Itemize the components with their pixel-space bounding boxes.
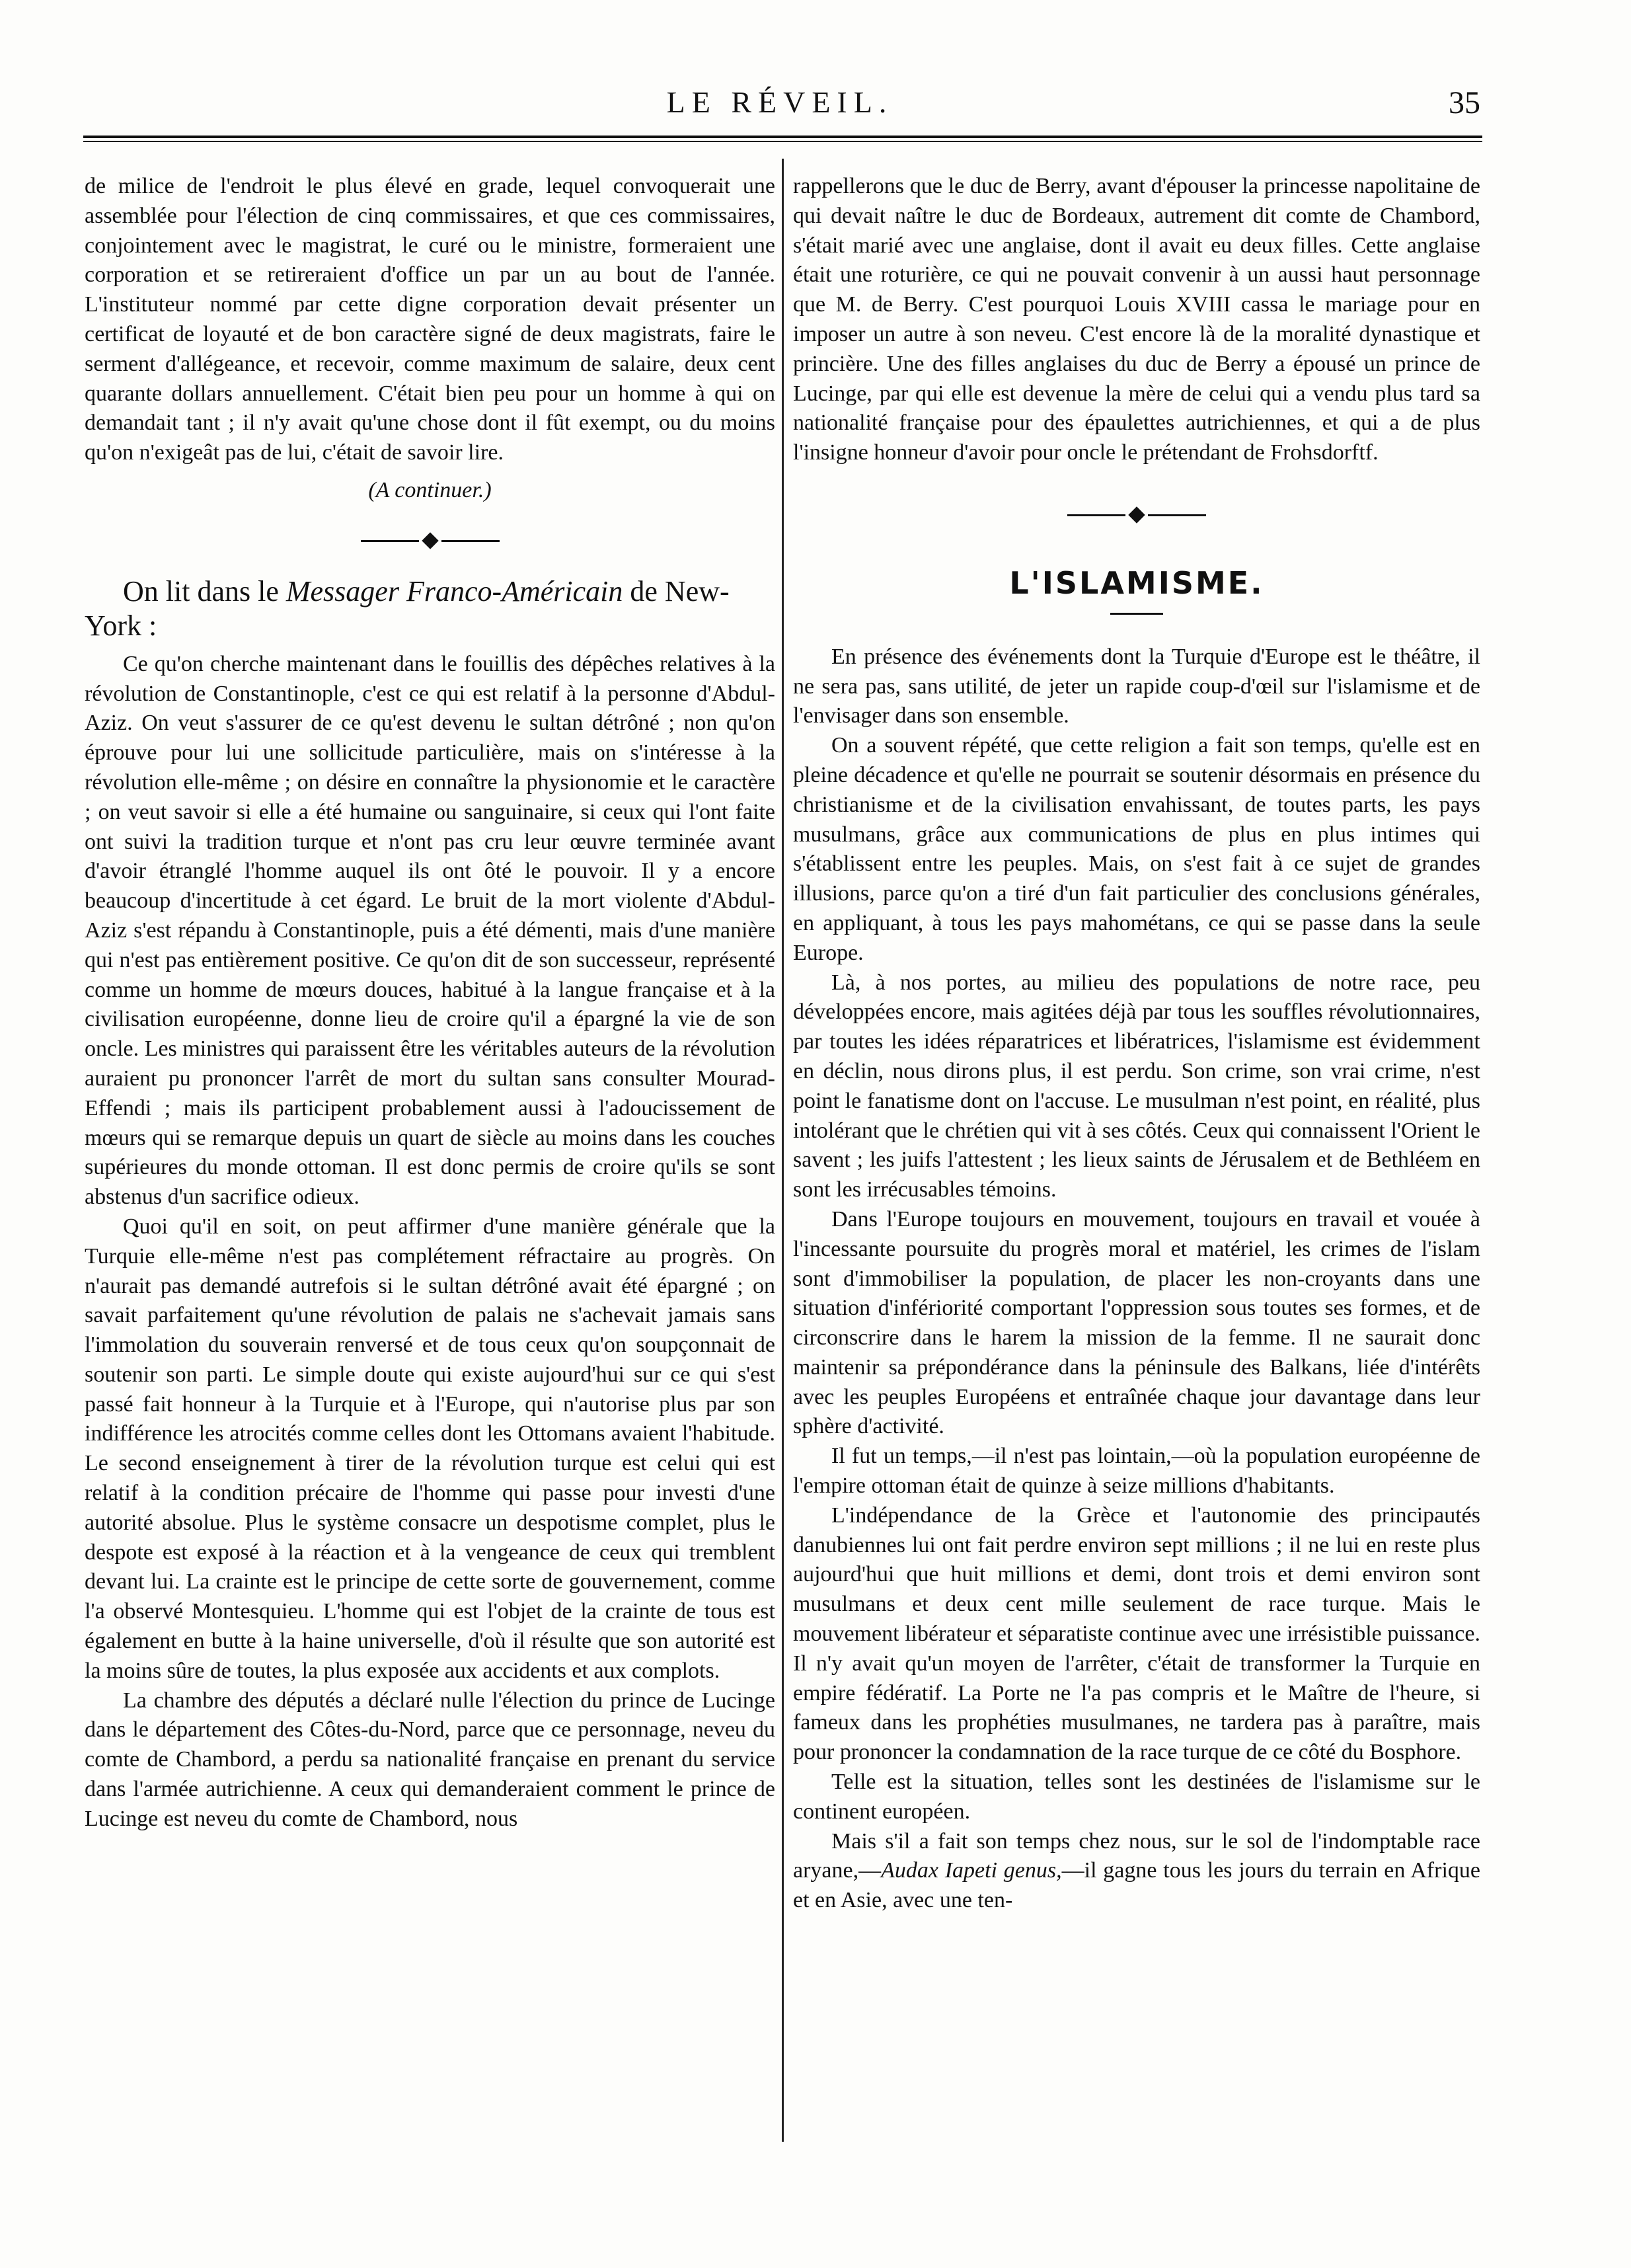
intro-suffix: de New-York : [85,574,730,642]
right-paragraph-1: rappellerons que le duc de Berry, avant d'épouser la princesse napolitaine de qui devait naître le duc de Bordeaux, autrement dit comte de Chambord, s'était marié avec une anglaise, dont il avait eu deux filles. Cette anglaise était une roturière, ce qui ne pouvait convenir à un aussi haut personnage que M. de Berry. C'est pourquoi Louis XVIII cassa le mariage pour en imposer un autre à son neveu. C'est encore là de la moralité dynastique et princière. Une des filles anglaises du duc de Berry a épousé un prince de Lucinge, par qui elle est devenue la mère de celui qui a vendu plus tard sa nationalité française pour des épaulettes autrichiennes, et qui a de plus l'insigne honneur d'avoir pour oncle le prétendant de Frohsdorftf. [793,174,1480,465]
left-paragraph-1: de milice de l'endroit le plus élevé en grade, lequel convoquerait une assemblée pour l'élection de cinq commissaires, et que ces commissaires, conjointement avec le magistrat, le curé ou le ministre, formeraient une corporation et se retireraient d'office un par un au bout de l'année. L'instituteur nommé par cette digne corporation devait présenter un certificat de loyauté et de bon caractère signé de deux magistrats, faire le serment d'allégeance, et recevoir, comme maximum de salaire, deux cent quarante dollars annuellement. C'était bien peu pour un homme à qui on demandait tant ; il n'y avait qu'une chose dont il fût exempt, ou du moins qu'on n'exigeât pas de lui, c'était de savoir lire. [85,174,775,465]
section-title: L'ISLAMISME. [1009,565,1264,601]
title-rule [1110,613,1163,615]
right-paragraph-4: Là, à nos portes, au milieu des populations de notre race, peu développées encore, mais agitées déjà par tous les souffles révolutionnaires, par toutes les idées réparatrices et libératrices, l'islamisme est évidemment en déclin, nous dirons plus, il est perdu. Son crime, son vrai crime, n'est point le fanatisme dont on l'accuse. Le musulman n'est point, en réalité, plus intolérant que le chrétien qui vit à ses côtés. Ceux qui connaissent l'Orient le savent ; les juifs l'attestent ; les lieux saints de Jérusalem et de Bethléem en sont les irrécusables témoins. [793,970,1480,1202]
section-ornament-right [1067,508,1206,522]
left-paragraph-4: La chambre des députés a déclaré nulle l'élection du prince de Lucinge dans le département des Côtes-du-Nord, parce que ce personnage, neveu du comte de Chambord, a perdu sa nationalité française en prenant du service dans l'armée autrichienne. A ceux qui demanderaient comment le prince de Lucinge est neveu du comte de Chambord, nous [85,1688,775,1831]
p9-latin: Audax Iapeti genus, [881,1858,1062,1883]
right-paragraph-7: L'indépendance de la Grèce et l'autonomie des principautés danubiennes lui ont fait perdre environ sept millions ; il ne lui en reste plus aujourd'hui que huit millions et demi, dont trois et demi environ sont musulmans et deux cent mille seulement de race turque. Mais le mouvement libérateur et séparatiste continue avec une irrésistible puissance. Il n'y avait qu'un moyen de l'arrêter, c'était de transformer la Turquie en empire fédératif. La Porte ne l'a pas compris et le Maître de l'heure, si fameux dans les prophéties musulmanes, ne tardera pas à paraître, mais pour prononcer la condamnation de la race turque de ce côté du Bosphore. [793,1503,1480,1765]
right-column [793,172,1480,1916]
right-paragraph-3: On a souvent répété, que cette religion a fait son temps, qu'elle est en pleine décadence et qu'elle ne pourrait se soutenir désormais en présence du christianisme et de la civilisation envahissant, de toutes parts, les pays musulmans, grâce aux communications de plus en plus intimes qui s'établissent entre les peuples. Mais, on s'est fait à ce sujet de grandes illusions, parce qu'on a tiré d'un fait particulier des conclusions générales, en appliquant, à tous les pays mahométans, ce qui se passe dans la seule Europe. [793,733,1480,965]
running-title: LE RÉVEIL. [666,85,893,119]
left-paragraph-3: Quoi qu'il en soit, on peut affirmer d'une manière générale que la Turquie elle-même n'est pas complétement réfractaire au progrès. On n'aurait pas demandé autrefois si le sultan détrôné avait été épargné ; on savait parfaitement qu'une révolution de palais ne s'achevait jamais sans l'immolation du souverain renversé et de tous ceux qu'on soupçonnait de soutenir son parti. Le simple doute qui existe aujourd'hui sur ce qui s'est passé fait honneur à la Turquie et à l'Europe, qui n'autorise plus par son indifférence les atrocités comme celles dont les Ottomans avaient l'habitude. Le second enseignement à tirer de la révolution turque est celui qui est relatif à la condition précaire de l'homme qui passe pour investi d'une autorité absolue. Plus le système consacre un despotisme complet, plus le despote est exposé à la réaction et à la vengeance de ceux qui tremblent devant lui. La crainte est le principe de cette sorte de gouvernement, comme l'a observé Montesquieu. L'homme qui est l'objet de la crainte de tous est également en butte à la haine universelle, d'où il résulte que son autorité est la moins sûre de toutes, la plus exposée aux accidents et aux complots. [85,1214,775,1683]
article-intro [85,574,775,643]
continuation-note: (A continuer.) [368,477,492,502]
right-paragraph-2: En présence des événements dont la Turquie d'Europe est le théâtre, il ne sera pas, sans utilité, de jeter un rapide coup-d'œil sur l'islamisme et de l'envisager dans son ensemble. [793,644,1480,728]
right-paragraph-6: Il fut un temps,—il n'est pas lointain,—où la population européenne de l'empire ottoman était de quinze à seize millions d'habitants. [793,1444,1480,1499]
column-divider [782,159,784,2142]
section-ornament [361,533,500,548]
left-paragraph-2: Ce qu'on cherche maintenant dans le fouillis des dépêches relatives à la révolution de Constantinople, c'est ce qui est relatif à la personne d'Abdul-Aziz. On veut s'assurer de ce qu'est devenu le sultan détrôné ; non qu'on éprouve pour lui une sollicitude particulière, mais on s'intéresse à la révolution elle-même ; on désire en connaître la physionomie et le caractère ; on veut savoir si elle a été humaine ou sanguinaire, si ceux qui l'ont faite ont suivi la tradition turque et n'ont pas cru leur œuvre terminée avant d'avoir étranglé l'homme auquel ils ont ôté le pouvoir. Il y a encore beaucoup d'incertitude à cet égard. Le bruit de la mort violente d'Abdul-Aziz s'est répandu à Constantinople, puis a été démenti, mais d'une manière qui n'est pas entièrement positive. Ce qu'on dit de son successeur, représenté comme un homme de mœurs douces, habitué à la langue française et à la civilisation européenne, donne lieu de croire qu'il a épargné la vie de son oncle. Les ministres qui paraissent être les véritables auteurs de la révolution auraient pu prononcer l'arrêt de mort du sultan sans consulter Mourad-Effendi ; mais ils participent probablement aussi à l'adoucissement de mœurs qui se remarque depuis un quart de siècle au moins dans les couches supérieures du monde ottoman. Il est donc permis de croire qu'ils se sont abstenus d'un sacrifice odieux. [85,651,775,1210]
page-number: 35 [1449,85,1480,120]
right-paragraph-9 [793,1827,1480,1916]
p9-start: Mais s'il a fait son temps chez nous, sur le sol de l'indomptable race aryane,— [793,1828,1480,1883]
right-paragraph-8: Telle est la situation, telles sont les destinées de l'islamisme sur le continent européen. [793,1770,1480,1824]
left-column [85,172,775,1834]
intro-text: On lit dans le [123,574,279,607]
p9-end: —il gagne tous les jours du terrain en Afrique et en Asie, avec une ten- [793,1858,1480,1913]
intro-source: Messager Franco-Américain [285,574,623,607]
right-paragraph-5: Dans l'Europe toujours en mouvement, toujours en travail et vouée à l'incessante poursuite du progrès moral et matériel, les crimes de l'islam sont d'immobiliser la population, de placer les non-croyants dans une situation d'infériorité comportant l'oppression sous toutes ses formes, et de circonscrire dans le harem la mission de la femme. Il ne saurait donc maintenir sa prépondérance dans la péninsule des Balkans, liée d'intérêts avec les peuples Européens et entraînée chaque jour davantage dans leur sphère d'activité. [793,1206,1480,1439]
page-header [79,85,1480,124]
header-rule [83,136,1482,142]
